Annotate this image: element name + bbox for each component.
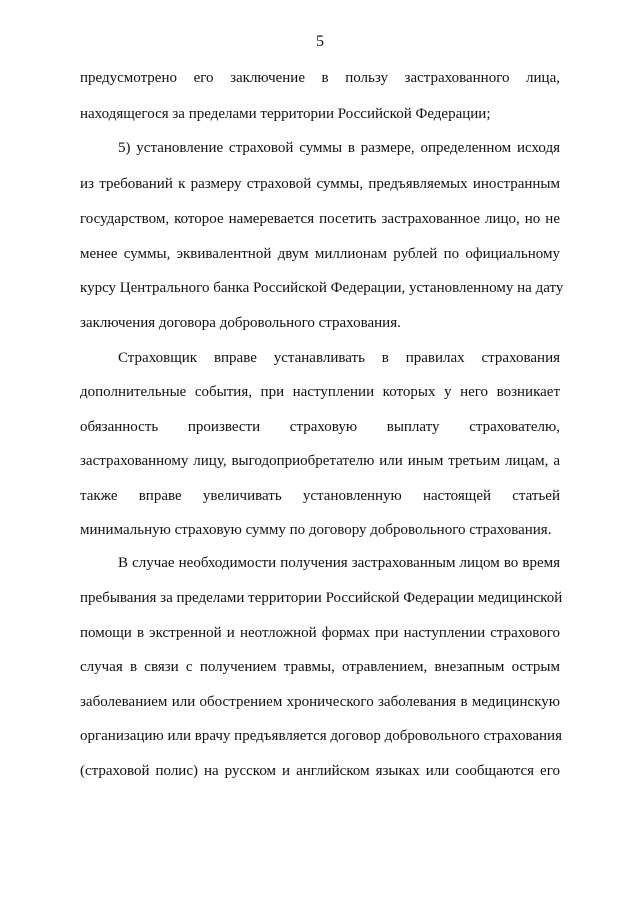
text-line: случая в связи с получением травмы, отравлением, внезапным острым (80, 659, 560, 675)
text-line: также вправе увеличивать установленную настоящей статьей (80, 488, 560, 504)
text-line: из требований к размеру страховой суммы, предъявляемых иностранным (80, 176, 560, 192)
text-line: государством, которое намеревается посетить застрахованное лицо, но не (80, 211, 560, 227)
text-line: предусмотрено его заключение в пользу застрахованного лица, (80, 70, 560, 86)
text-line: заключения договора добровольного страхования. (80, 315, 401, 331)
page-number: 5 (316, 33, 324, 50)
text-line: дополнительные события, при наступлении которых у него возникает (80, 384, 560, 400)
text-line: обязанность произвести страховую выплату страхователю, (80, 419, 560, 435)
text-line: (страховой полис) на русском и английском языках или сообщаются его (80, 763, 560, 779)
text-line: 5) установление страховой суммы в размере, определенном исходя (118, 140, 560, 156)
text-line: пребывания за пределами территории Российской Федерации медицинской (80, 590, 563, 606)
text-line: менее суммы, эквивалентной двум миллионам рублей по официальному (80, 246, 560, 262)
text-line: застрахованному лицу, выгодоприобретателю или иным третьим лицам, а (80, 453, 560, 469)
text-line: минимальную страховую сумму по договору добровольного страхования. (80, 522, 552, 538)
text-line: организацию или врачу предъявляется договор добровольного страхования (80, 728, 562, 744)
text-line: помощи в экстренной и неотложной формах при наступлении страхового (80, 625, 560, 641)
text-line: находящегося за пределами территории Российской Федерации; (80, 106, 491, 122)
text-line: заболеванием или обострением хронического заболевания в медицинскую (80, 694, 560, 710)
text-line: Страховщик вправе устанавливать в правилах страхования (118, 350, 560, 366)
text-line: курсу Центрального банка Российской Федерации, установленному на дату (80, 280, 564, 296)
text-line: В случае необходимости получения застрахованным лицом во время (118, 555, 560, 571)
